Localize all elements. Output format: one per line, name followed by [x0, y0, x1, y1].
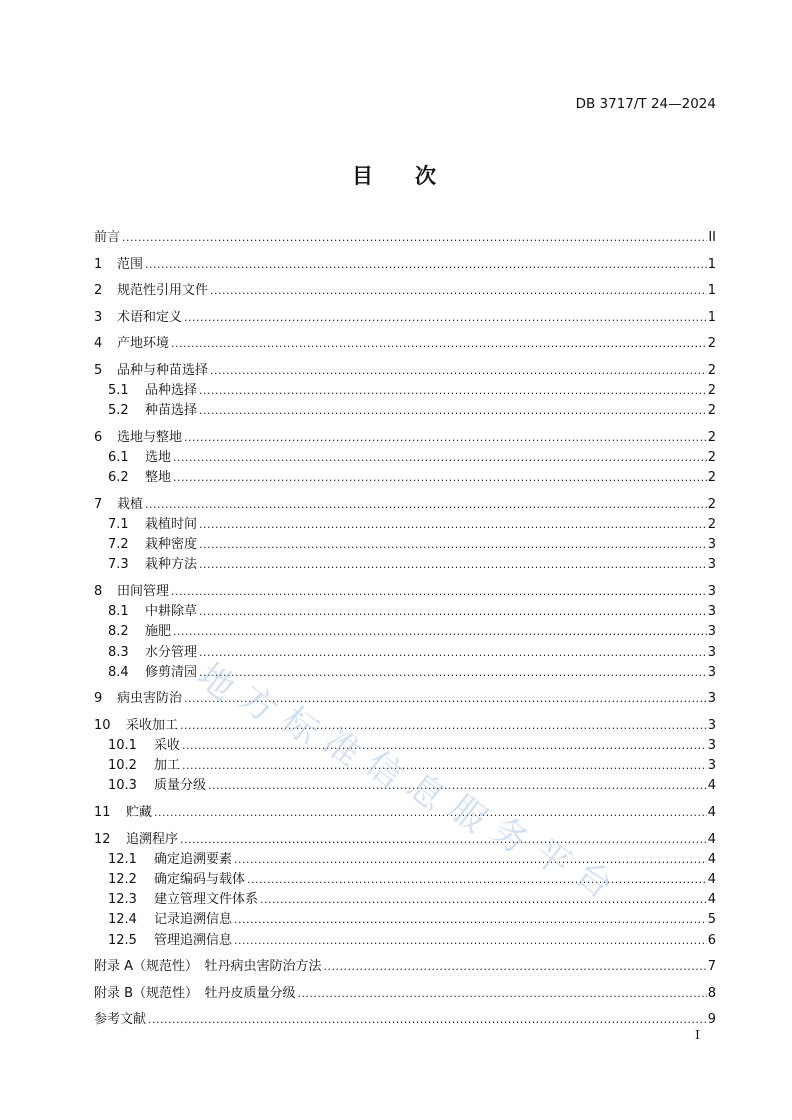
toc-dot-leader — [260, 890, 707, 910]
toc-dot-leader — [199, 643, 707, 663]
toc-entry-label: 规范性引用文件 — [117, 283, 209, 299]
toc-entry-label: 建立管理文件体系 — [154, 892, 259, 908]
toc-entry-page: 6 — [707, 932, 716, 948]
toc-entry-page: 1 — [707, 283, 716, 299]
toc-dot-leader — [199, 381, 707, 401]
toc-entry-page: 4 — [707, 778, 716, 794]
toc-entry-label: 水分管理 — [145, 644, 198, 660]
toc-entry[interactable] — [94, 756, 716, 776]
toc-entry-label: 追溯程序 — [126, 831, 179, 847]
toc-entry-number: 12.1 — [108, 851, 137, 867]
toc-entry-label: 参考文献 — [94, 1012, 147, 1028]
toc-entry-label: 质量分级 — [154, 778, 207, 794]
toc-entry-number: 6.2 — [108, 470, 129, 486]
toc-entry-page: 2 — [707, 336, 716, 352]
toc-entry-page: 2 — [707, 516, 716, 532]
toc-dot-leader — [145, 255, 707, 275]
toc-dot-leader — [298, 984, 707, 1004]
toc-dot-leader — [324, 957, 707, 977]
toc-entry[interactable] — [94, 308, 716, 328]
toc-entry-label: 前言 — [94, 230, 121, 245]
toc-entry-number: 12 — [94, 831, 111, 847]
toc-entry-number: 10.2 — [108, 758, 137, 774]
toc-entry-page: 3 — [707, 758, 716, 774]
toc-entry-page: 3 — [707, 738, 716, 754]
toc-entry-page: 3 — [707, 691, 716, 707]
toc-entry[interactable] — [94, 663, 716, 683]
toc-entry-number: 8.4 — [108, 664, 129, 680]
watermark-char: 务 — [483, 809, 536, 863]
toc-entry-number: 8.1 — [108, 604, 129, 620]
toc-entry-page: 2 — [707, 496, 716, 512]
toc-entry-page: 2 — [707, 383, 716, 399]
standard-code: DB 3717/T 24—2024 — [575, 96, 716, 112]
watermark-char: 方 — [231, 677, 284, 731]
toc-entry-label: 栽植时间 — [145, 516, 198, 532]
toc-entry-label: 管理追溯信息 — [154, 932, 233, 948]
toc-entry-page: 2 — [707, 429, 716, 445]
toc-entry-page: 3 — [707, 624, 716, 640]
toc-entry-label: 整地 — [145, 470, 172, 486]
toc-entry[interactable] — [94, 381, 716, 401]
toc-title-char-2: 次 — [415, 164, 440, 188]
toc-entry[interactable] — [94, 468, 716, 488]
toc-entry-page: 7 — [707, 959, 716, 975]
toc-dot-leader — [234, 910, 707, 930]
toc-entry-page: 3 — [707, 557, 716, 573]
toc-entry[interactable] — [94, 850, 716, 870]
toc-dot-leader — [180, 830, 707, 850]
toc-entry-number: 12.5 — [108, 932, 137, 948]
toc-entry[interactable] — [94, 281, 716, 301]
toc-entry-label: 选地 — [145, 450, 172, 466]
toc-entry-label: 中耕除草 — [145, 604, 198, 620]
toc-entry[interactable] — [94, 803, 716, 823]
toc-entry-page: 2 — [707, 362, 716, 378]
toc-entry-number: 9 — [94, 691, 103, 707]
toc-dot-leader — [182, 736, 707, 756]
toc-entry[interactable] — [94, 495, 716, 515]
toc-entry[interactable] — [94, 535, 716, 555]
toc-dot-leader — [154, 803, 707, 823]
toc-dot-leader — [184, 689, 707, 709]
toc-entry[interactable] — [94, 255, 716, 275]
toc-dot-leader — [122, 228, 707, 248]
toc-entry-page: 2 — [707, 450, 716, 466]
toc-entry[interactable] — [94, 334, 716, 354]
toc-entry[interactable] — [94, 582, 716, 602]
toc-entry-number: 6.1 — [108, 450, 129, 466]
toc-entry[interactable] — [94, 689, 716, 709]
toc-dot-leader — [173, 622, 707, 642]
toc-entry[interactable] — [94, 228, 716, 248]
toc-entry-label: 采收加工 — [126, 717, 179, 733]
toc-entry-label: 施肥 — [145, 624, 172, 640]
toc-entry-page: 2 — [707, 470, 716, 486]
page-number: I — [695, 1027, 700, 1042]
toc-entry[interactable] — [94, 957, 716, 977]
toc-entry-number: 7.3 — [108, 557, 129, 573]
toc-entry-label: 采收 — [154, 738, 181, 754]
toc-dot-leader — [184, 308, 707, 328]
toc-entry[interactable] — [94, 890, 716, 910]
toc-entry[interactable] — [94, 910, 716, 930]
toc-entry[interactable] — [94, 622, 716, 642]
watermark-char: 台 — [567, 853, 620, 907]
toc-entry-number: 12.3 — [108, 892, 137, 908]
watermark-char: 平 — [525, 831, 578, 885]
toc-dot-leader — [199, 535, 707, 555]
toc-dot-leader — [184, 428, 707, 448]
toc-entry-page: 3 — [707, 717, 716, 733]
toc-entry-number: 8.3 — [108, 644, 129, 660]
toc-entry-label: 修剪清园 — [145, 664, 198, 680]
toc-entry[interactable] — [94, 401, 716, 421]
toc-entry[interactable] — [94, 716, 716, 736]
toc-entry-label: 范围 — [117, 256, 144, 272]
toc-dot-leader — [199, 515, 707, 535]
toc-entry[interactable] — [94, 643, 716, 663]
toc-dot-leader — [173, 448, 707, 468]
toc-entry[interactable] — [94, 555, 716, 575]
toc-entry-page: 8 — [707, 985, 716, 1001]
toc-dot-leader — [199, 663, 707, 683]
toc-entry-page: 4 — [707, 804, 716, 820]
toc-title — [0, 160, 792, 190]
toc-entry-label: 附录 B（规范性） 牡丹皮质量分级 — [94, 985, 296, 1001]
toc-entry-page: 5 — [707, 912, 716, 928]
toc-dot-leader — [148, 1010, 707, 1030]
toc-entry-number: 7 — [94, 496, 103, 512]
toc-entry-number: 10 — [94, 717, 111, 733]
toc-entry-number: 11 — [94, 804, 111, 820]
toc-entry-page: 4 — [707, 831, 716, 847]
toc-entry-number: 7.1 — [108, 516, 129, 532]
toc-entry-page: 9 — [707, 1012, 716, 1028]
toc-entry-number: 6 — [94, 429, 103, 445]
toc-entry-page: 3 — [707, 664, 716, 680]
toc-dot-leader — [171, 582, 707, 602]
toc-entry-number: 12.4 — [108, 912, 137, 928]
watermark-char: 信 — [357, 743, 410, 797]
toc-entry[interactable] — [94, 736, 716, 756]
toc-entry-label: 确定编码与载体 — [154, 871, 246, 887]
toc-entry-number: 3 — [94, 309, 103, 325]
toc-entry-number: 12.2 — [108, 871, 137, 887]
toc-entry[interactable] — [94, 870, 716, 890]
toc-dot-leader — [234, 931, 707, 951]
toc-dot-leader — [145, 495, 707, 515]
toc-entry[interactable] — [94, 428, 716, 448]
toc-entry-label: 选地与整地 — [117, 429, 183, 445]
toc-entry-label: 品种与种苗选择 — [117, 362, 209, 378]
toc-dot-leader — [210, 361, 707, 381]
toc-entry-number: 5 — [94, 362, 103, 378]
toc-entry-label: 产地环境 — [117, 336, 170, 352]
toc-entry-number: 8.2 — [108, 624, 129, 640]
toc-entry-number: 10.3 — [108, 778, 137, 794]
toc-entry-page: 4 — [707, 892, 716, 908]
toc-dot-leader — [182, 756, 707, 776]
toc-entry-label: 栽种方法 — [145, 557, 198, 573]
toc-dot-leader — [199, 555, 707, 575]
toc-entry-label: 品种选择 — [145, 383, 198, 399]
watermark-char: 地 — [189, 655, 242, 709]
toc-entry-number: 7.2 — [108, 537, 129, 553]
watermark-char: 息 — [399, 765, 452, 819]
toc-entry-label: 贮藏 — [126, 804, 153, 820]
toc-entry-page: 1 — [707, 309, 716, 325]
toc-entry-number: 5.1 — [108, 383, 129, 399]
toc-entry-label: 记录追溯信息 — [154, 912, 233, 928]
toc-dot-leader — [173, 468, 707, 488]
toc-entry[interactable] — [94, 515, 716, 535]
toc-entry[interactable] — [94, 1010, 716, 1030]
toc-entry-label: 确定追溯要素 — [154, 851, 233, 867]
watermark-char: 准 — [315, 721, 368, 775]
toc-entry-number: 8 — [94, 583, 103, 599]
toc-entry-page: II — [708, 230, 716, 245]
toc-entry-label: 附录 A（规范性） 牡丹病虫害防治方法 — [94, 959, 322, 975]
toc-entry-page: 3 — [707, 644, 716, 660]
table-of-contents — [94, 228, 716, 1030]
toc-entry-number: 4 — [94, 336, 103, 352]
toc-entry[interactable] — [94, 776, 716, 796]
toc-entry[interactable] — [94, 602, 716, 622]
toc-dot-leader — [180, 716, 707, 736]
toc-entry-label: 加工 — [154, 758, 181, 774]
toc-entry-label: 栽植 — [117, 496, 144, 512]
toc-dot-leader — [208, 776, 707, 796]
toc-entry-number: 2 — [94, 283, 103, 299]
toc-dot-leader — [234, 850, 707, 870]
toc-dot-leader — [171, 334, 707, 354]
toc-entry[interactable] — [94, 984, 716, 1004]
toc-entry-number: 1 — [94, 256, 103, 272]
toc-title-char-1: 目 — [352, 164, 377, 188]
toc-entry-page: 2 — [707, 403, 716, 419]
watermark-char: 服 — [441, 787, 494, 841]
toc-entry[interactable] — [94, 361, 716, 381]
toc-entry-label: 栽种密度 — [145, 537, 198, 553]
toc-entry-number: 5.2 — [108, 403, 129, 419]
watermark-char: 标 — [273, 699, 326, 753]
toc-entry-label: 种苗选择 — [145, 403, 198, 419]
toc-entry[interactable] — [94, 448, 716, 468]
toc-dot-leader — [199, 602, 707, 622]
toc-entry-label: 田间管理 — [117, 583, 170, 599]
toc-dot-leader — [247, 870, 707, 890]
toc-entry[interactable] — [94, 830, 716, 850]
toc-entry[interactable] — [94, 931, 716, 951]
toc-dot-leader — [210, 281, 707, 301]
toc-entry-page: 4 — [707, 871, 716, 887]
toc-entry-page: 4 — [707, 851, 716, 867]
toc-entry-label: 术语和定义 — [117, 309, 183, 325]
toc-entry-label: 病虫害防治 — [117, 691, 183, 707]
toc-entry-page: 3 — [707, 537, 716, 553]
toc-dot-leader — [199, 401, 707, 421]
toc-entry-page: 1 — [707, 256, 716, 272]
toc-entry-number: 10.1 — [108, 738, 137, 754]
toc-entry-page: 3 — [707, 583, 716, 599]
toc-entry-page: 3 — [707, 604, 716, 620]
